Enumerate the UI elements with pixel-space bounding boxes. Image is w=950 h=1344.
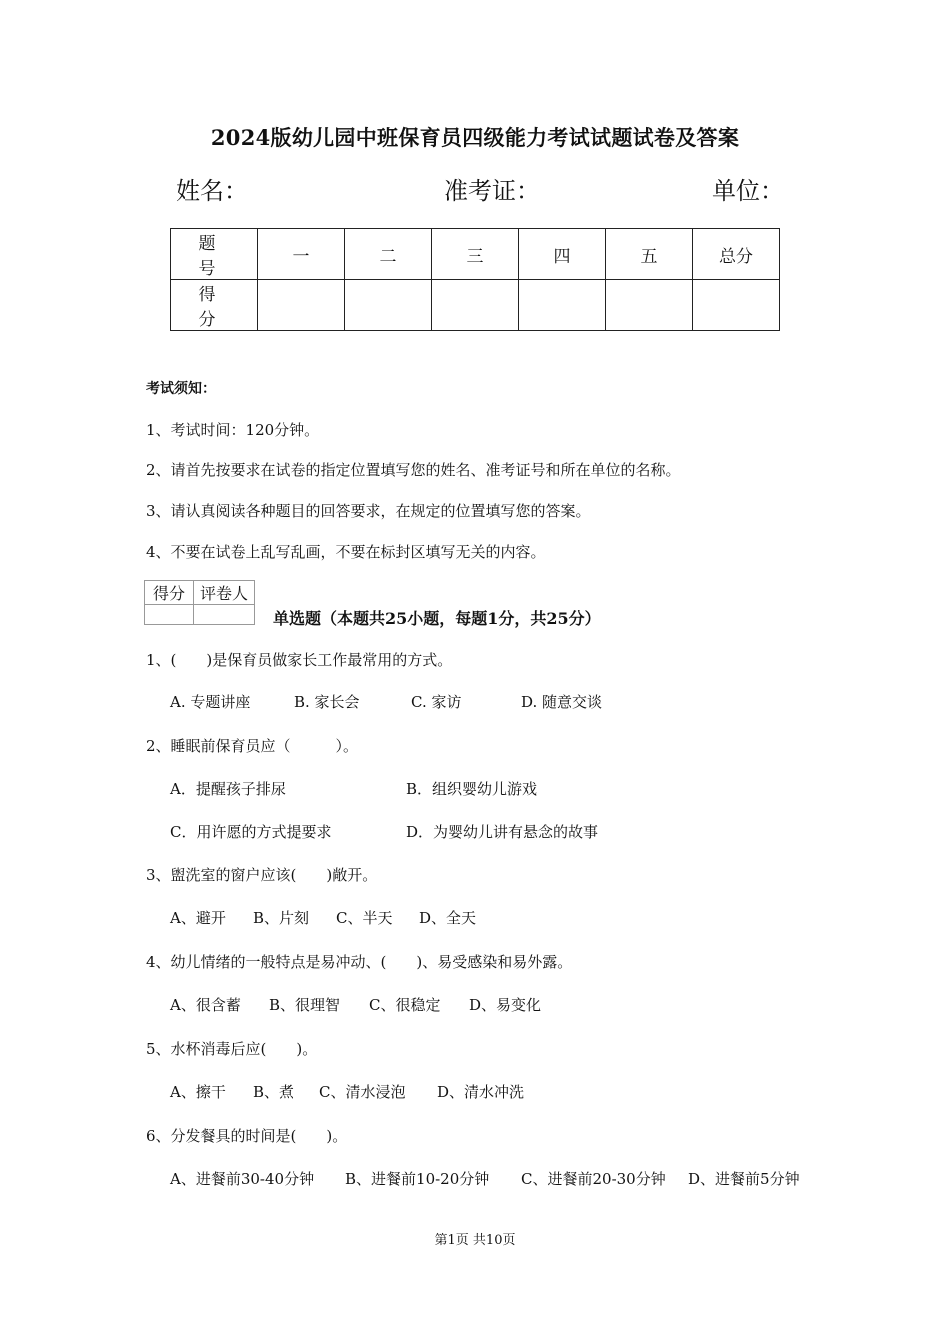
question-stem: 1、( )是保育员做家长工作最常用的方式。 <box>146 651 453 669</box>
question-option: B. 家长会 <box>294 693 360 711</box>
score-input-cell[interactable] <box>432 280 519 331</box>
question-option: C、清水浸泡 <box>319 1083 406 1101</box>
score-header-cell: 三 <box>432 229 519 280</box>
grader-box <box>144 580 255 625</box>
question-option: D、进餐前5分钟 <box>688 1170 800 1188</box>
question-option: A．提醒孩子排尿 <box>170 780 286 798</box>
question-option: D．为婴幼儿讲有悬念的故事 <box>406 823 599 841</box>
score-input-cell[interactable] <box>258 280 345 331</box>
score-input-cell[interactable] <box>693 280 780 331</box>
score-row-label: 得 分 <box>171 280 258 331</box>
score-input-cell[interactable] <box>345 280 432 331</box>
question-option: B、进餐前10-20分钟 <box>345 1170 490 1188</box>
question-option: C．用许愿的方式提要求 <box>170 823 332 841</box>
score-header-cell: 五 <box>606 229 693 280</box>
score-header-cell: 二 <box>345 229 432 280</box>
notice-item: 4、不要在试卷上乱写乱画，不要在标封区填写无关的内容。 <box>146 543 546 561</box>
question-option: A. 专题讲座 <box>170 693 251 711</box>
question-option: C. 家访 <box>411 693 462 711</box>
question-stem: 5、水杯消毒后应( )。 <box>146 1040 318 1058</box>
question-stem: 2、睡眠前保育员应（ ）。 <box>146 737 359 755</box>
question-option: C、进餐前20-30分钟 <box>521 1170 666 1188</box>
question-option: A、很含蓄 <box>170 996 241 1014</box>
question-option: A、进餐前30-40分钟 <box>170 1170 315 1188</box>
score-header-label: 题 号 <box>171 229 258 280</box>
question-stem: 4、幼儿情绪的一般特点是易冲动、( )、易受感染和易外露。 <box>146 953 573 971</box>
notice-item: 2、请首先按要求在试卷的指定位置填写您的姓名、准考证号和所在单位的名称。 <box>146 461 681 479</box>
question-option: D、清水冲洗 <box>437 1083 525 1101</box>
question-stem: 3、盥洗室的窗户应该( )敞开。 <box>146 866 378 884</box>
question-option: A、擦干 <box>170 1083 226 1101</box>
notice-title: 考试须知： <box>146 381 216 397</box>
question-stem: 6、分发餐具的时间是( )。 <box>146 1127 348 1145</box>
grader-reviewer-cell[interactable] <box>194 605 255 625</box>
score-input-cell[interactable] <box>519 280 606 331</box>
question-option: C、很稳定 <box>369 996 441 1014</box>
score-header-cell: 总分 <box>693 229 780 280</box>
question-option: C、半天 <box>336 909 393 927</box>
notice-item: 1、考试时间：120分钟。 <box>146 421 320 439</box>
question-option: B、片刻 <box>253 909 310 927</box>
grader-score-cell[interactable] <box>145 605 194 625</box>
grader-score-label: 得分 <box>145 581 194 605</box>
question-option: D、易变化 <box>469 996 542 1014</box>
unit-label: 单位： <box>712 177 784 205</box>
score-table <box>170 228 780 331</box>
notice-item: 3、请认真阅读各种题目的回答要求，在规定的位置填写您的答案。 <box>146 502 591 520</box>
grader-reviewer-label: 评卷人 <box>194 581 255 605</box>
score-header-cell: 四 <box>519 229 606 280</box>
question-option: A、避开 <box>170 909 226 927</box>
name-label: 姓名： <box>176 177 248 205</box>
question-option: D、全天 <box>419 909 477 927</box>
exam-number-label: 准考证： <box>444 177 540 205</box>
score-input-cell[interactable] <box>606 280 693 331</box>
question-option: B、很理智 <box>269 996 341 1014</box>
section-title: 单选题（本题共25小题，每题1分，共25分） <box>273 609 601 628</box>
document-title: 2024版幼儿园中班保育员四级能力考试试题试卷及答案 <box>210 125 740 150</box>
question-option: B．组织婴幼儿游戏 <box>406 780 538 798</box>
question-option: D. 随意交谈 <box>521 693 603 711</box>
score-header-cell: 一 <box>258 229 345 280</box>
question-option: B、煮 <box>253 1083 295 1101</box>
page-footer: 第1页 共10页 <box>434 1233 516 1248</box>
